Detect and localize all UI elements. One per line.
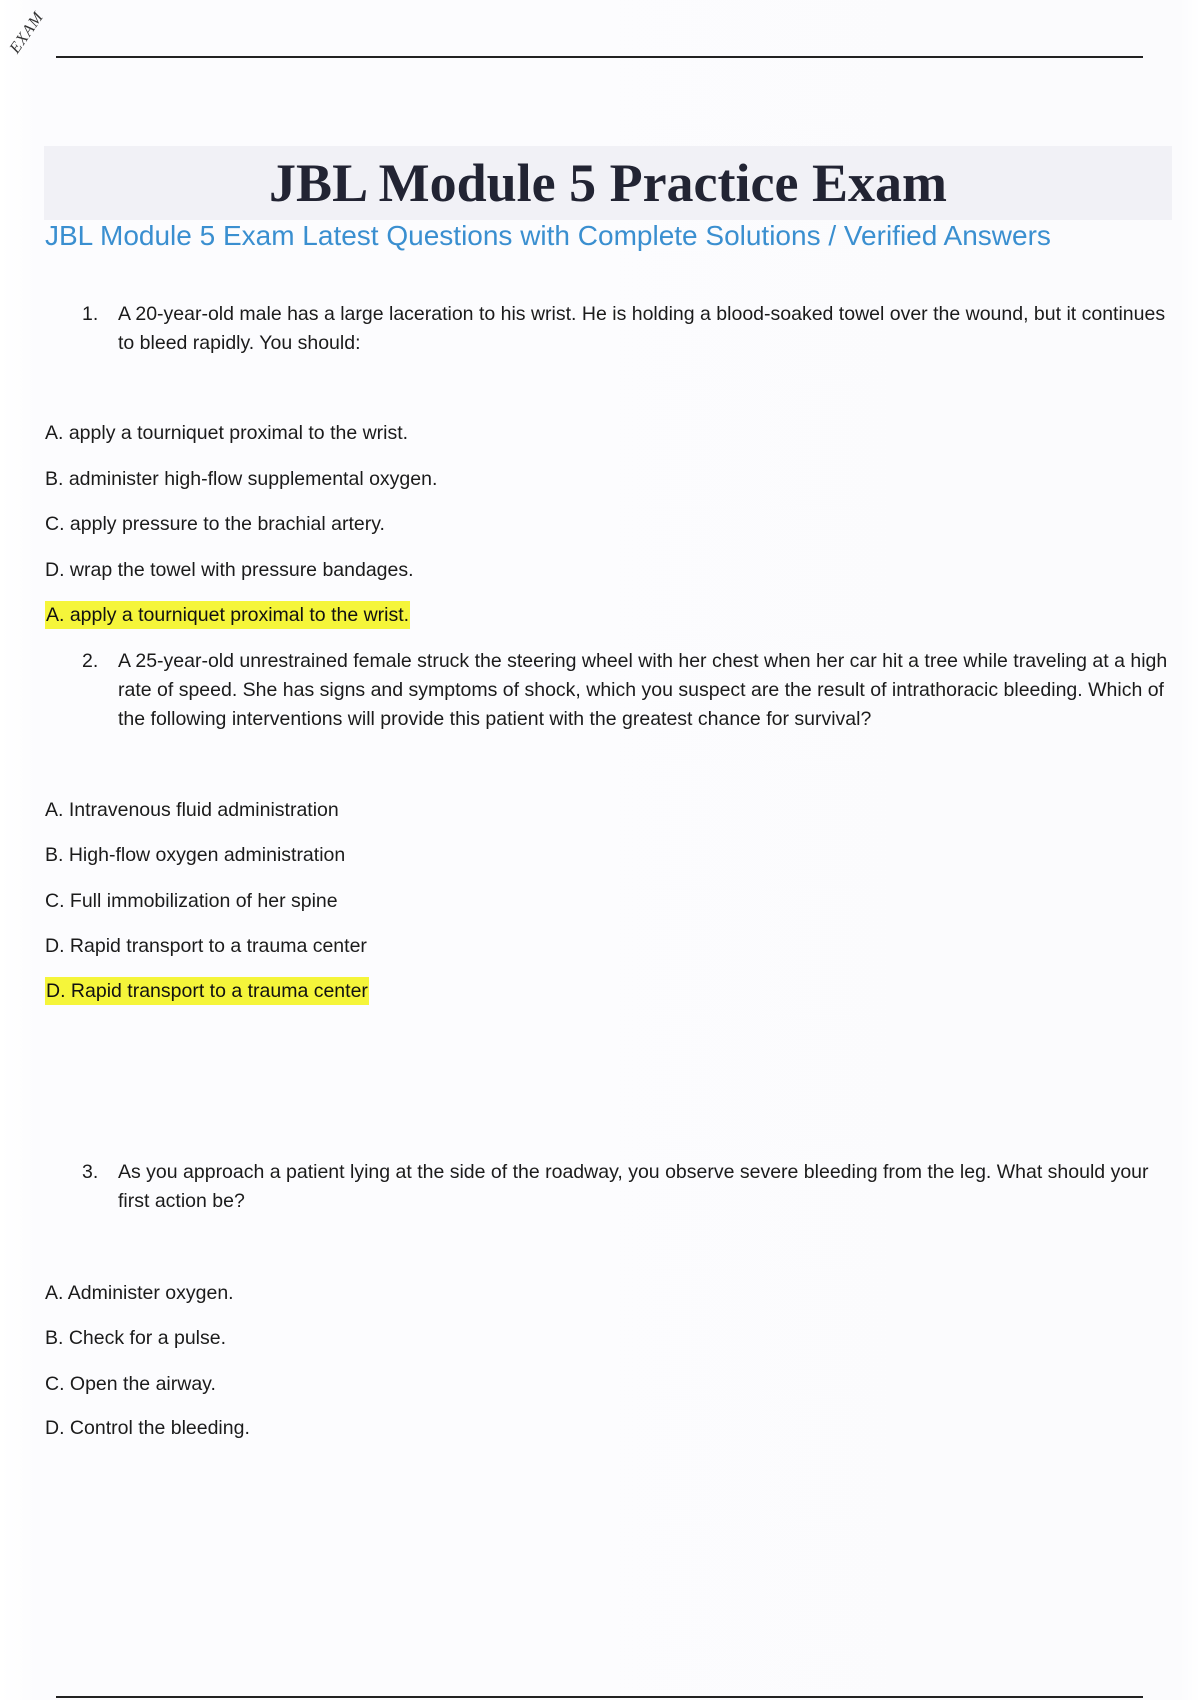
footer-rule xyxy=(56,1696,1143,1698)
option-d: D. Control the bleeding. xyxy=(45,1417,250,1439)
watermark: EXAM xyxy=(6,8,48,57)
option-a: A. apply a tourniquet proximal to the wrist. xyxy=(45,422,409,444)
question-number: 3. xyxy=(82,1161,99,1183)
question-text: A 25-year-old unrestrained female struck the steering wheel with her chest when her car hit a tree while traveling at a high rate of speed. She has signs and symptoms of shock, which you suspect are the result of intrathoracic bleeding. Which of the following interventions will provide this patient with the greatest chance for survival? xyxy=(118,650,1168,730)
question-3 xyxy=(82,1158,1172,1216)
option-b: B. High-flow oxygen administration xyxy=(45,844,346,866)
option-d: D. Rapid transport to a trauma center xyxy=(45,935,367,957)
highlighted-answer: A. apply a tourniquet proximal to the wrist. xyxy=(45,601,410,629)
option-d: D. wrap the towel with pressure bandages. xyxy=(45,559,414,581)
question-text: As you approach a patient lying at the side of the roadway, you observe severe bleeding from the leg. What should your first action be? xyxy=(118,1161,1149,1212)
question-1 xyxy=(82,300,1172,358)
question-number: 1. xyxy=(82,303,99,325)
option-c: C. Full immobilization of her spine xyxy=(45,890,338,912)
option-a: A. Intravenous fluid administration xyxy=(45,799,339,821)
option-c: C. apply pressure to the brachial artery. xyxy=(45,513,385,535)
question-number: 2. xyxy=(82,650,99,672)
page-subtitle: JBL Module 5 Exam Latest Questions with Complete Solutions / Verified Answers xyxy=(45,220,1051,251)
option-a: A. Administer oxygen. xyxy=(45,1282,234,1304)
header-rule xyxy=(56,56,1143,58)
question-text: A 20-year-old male has a large laceration to his wrist. He is holding a blood-soaked towel over the wound, but it continues to bleed rapidly. You should: xyxy=(118,303,1166,354)
highlighted-answer: D. Rapid transport to a trauma center xyxy=(45,977,369,1005)
option-b: B. Check for a pulse. xyxy=(45,1327,227,1349)
option-c: C. Open the airway. xyxy=(45,1373,216,1395)
question-2 xyxy=(82,647,1172,734)
page-title: JBL Module 5 Practice Exam xyxy=(269,153,947,213)
option-b: B. administer high-flow supplemental oxygen. xyxy=(45,468,438,490)
